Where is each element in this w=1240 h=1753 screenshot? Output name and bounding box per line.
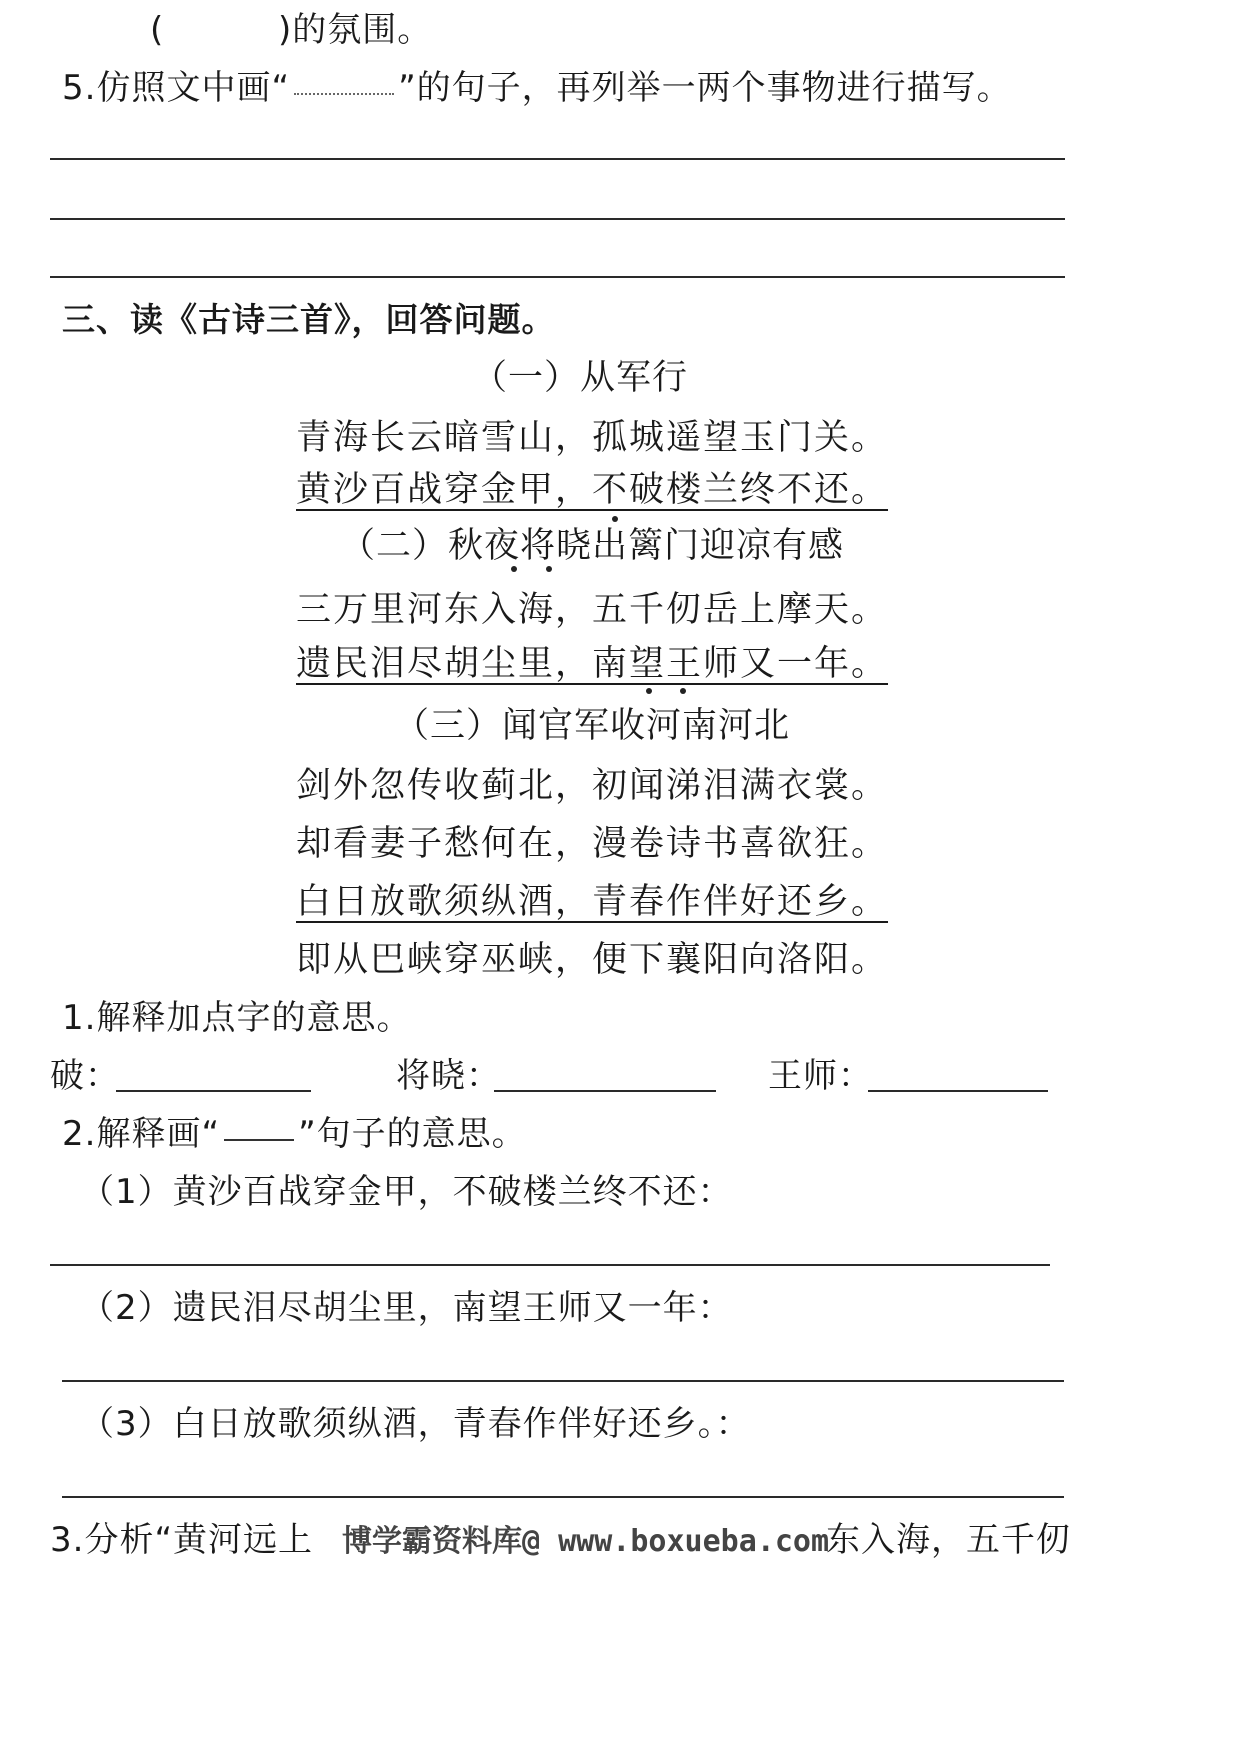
answer-line[interactable] xyxy=(62,1496,1064,1498)
q1-blank-wangshi[interactable] xyxy=(868,1090,1048,1092)
poem-line: 青海长云暗雪山，孤城遥望玉门关。 xyxy=(296,418,889,458)
emphasis-dot xyxy=(680,688,686,694)
poem-line: 却看妻子愁何在，漫卷诗书喜欲狂。 xyxy=(296,824,889,864)
emphasis-dot xyxy=(646,688,652,694)
poem-line: 即从巴峡穿巫峡，便下襄阳向洛阳。 xyxy=(296,940,889,980)
emphasis-dot xyxy=(511,566,517,572)
underline-blank xyxy=(224,1138,294,1141)
wavy-blank xyxy=(294,92,394,95)
atmosphere-text: )的氛围。 xyxy=(278,10,433,50)
q2-prefix: 2.解释画“ xyxy=(62,1114,221,1154)
poem-title: （二）秋夜将晓出篱门迎凉有感 xyxy=(340,526,845,566)
poem-line: 剑外忽传收蓟北，初闻涕泪满衣裳。 xyxy=(296,766,889,806)
q2-item: （2）遗民泪尽胡尘里，南望王师又一年： xyxy=(80,1288,733,1328)
paren-open: ( xyxy=(150,10,165,50)
answer-line[interactable] xyxy=(50,276,1065,278)
q1-prompt: 1.解释加点字的意思。 xyxy=(62,998,412,1038)
q1-label-po: 破： xyxy=(50,1056,120,1096)
emphasis-dot xyxy=(546,566,552,572)
poem-line-underlined: 白日放歌须纵酒，青春作伴好还乡。 xyxy=(296,882,889,922)
poem-title: （一）从军行 xyxy=(472,358,689,398)
q1-label-jiangxiao: 将晓： xyxy=(396,1056,501,1096)
q5-prompt xyxy=(62,68,1012,108)
poem-line: 三万里河东入海，五千仞岳上摩天。 xyxy=(296,590,889,630)
q2-suffix: ”句子的意思。 xyxy=(298,1114,527,1154)
answer-line[interactable] xyxy=(50,218,1065,220)
poem-line-underlined: 黄沙百战穿金甲，不破楼兰终不还。 xyxy=(296,470,889,510)
q1-blank-po[interactable] xyxy=(116,1090,311,1092)
answer-line[interactable] xyxy=(50,158,1065,160)
q2-prompt xyxy=(62,1114,527,1154)
answer-line[interactable] xyxy=(50,1264,1050,1266)
q1-blank-jiangxiao[interactable] xyxy=(494,1090,716,1092)
watermark: 博学霸资料库@ www.boxueba.com xyxy=(342,1524,830,1559)
q2-item: （1）黄沙百战穿金甲，不破楼兰终不还： xyxy=(80,1172,733,1212)
q1-label-wangshi: 王师： xyxy=(768,1056,873,1096)
q3-text-left: 3.分析“黄河远上 xyxy=(50,1520,314,1560)
answer-line[interactable] xyxy=(62,1380,1064,1382)
section-heading: 三、读《古诗三首》，回答问题。 xyxy=(62,300,556,339)
q5-prefix: 5.仿照文中画“ xyxy=(62,68,291,108)
emphasis-dot xyxy=(612,516,618,522)
q2-item: （3）白日放歌须纵酒，青春作伴好还乡。： xyxy=(80,1404,751,1444)
poem-line-underlined: 遗民泪尽胡尘里，南望王师又一年。 xyxy=(296,644,889,684)
q5-suffix: ”的句子，再列举一两个事物进行描写。 xyxy=(398,68,1012,108)
q3-text-right: 东入海，五千仞 xyxy=(826,1520,1071,1560)
poem-title: （三）闻官军收河南河北 xyxy=(394,706,791,746)
